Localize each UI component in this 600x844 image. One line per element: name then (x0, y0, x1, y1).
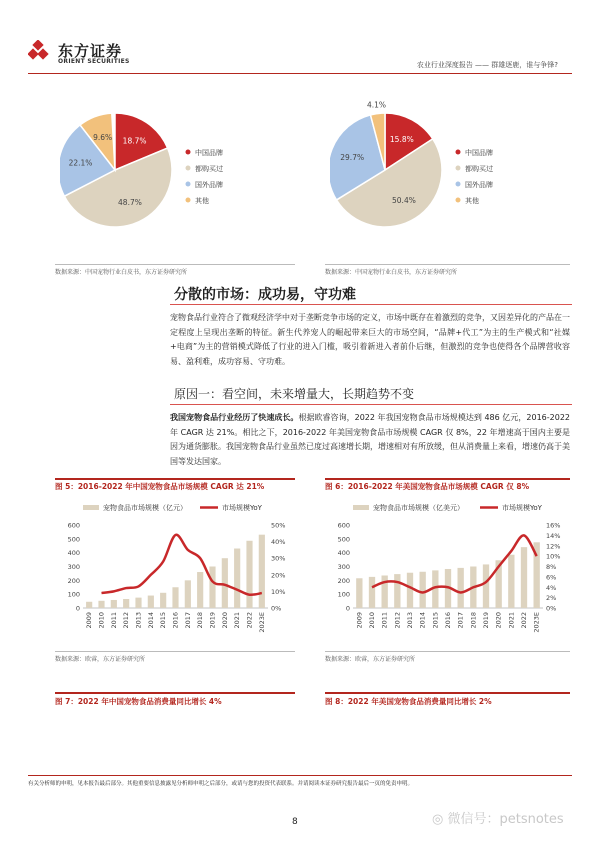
figure-title: 图 5：2016-2022 年中国宠物食品市场规模 CAGR 达 21% (55, 482, 265, 491)
legend-label: 中国品牌 (195, 149, 223, 157)
wechat-icon: ◎ (432, 812, 444, 827)
x-tick-label: 2012 (393, 612, 402, 629)
bar (197, 572, 203, 608)
y-tick-label: 400 (337, 549, 350, 558)
source-note: 数据来源：中国宠物行业白皮书，东方证券研究所 (325, 269, 458, 276)
x-tick-label: 2023E (532, 612, 541, 633)
legend-label: 国外品牌 (465, 181, 493, 189)
legend-label: 其他 (465, 197, 479, 205)
x-tick-label: 2010 (368, 612, 376, 629)
slice-label: 9.6% (93, 132, 113, 142)
y-tick-label: 400 (67, 549, 80, 558)
bar (420, 572, 426, 608)
slice-label: 50.4% (392, 195, 416, 205)
bar (234, 549, 240, 608)
y2-tick-label: 10% (271, 587, 286, 596)
report-title: 农业行业深度报告 —— 群雄逐鹿，谁与争锋? (416, 61, 558, 69)
source-note: 数据来源：欧睿，东方证券研究所 (325, 656, 416, 663)
bar (369, 577, 375, 608)
x-tick-label: 2009 (85, 612, 94, 629)
x-tick-label: 2013 (406, 612, 414, 629)
slice-label: 18.7% (122, 136, 147, 146)
x-tick-label: 2013 (134, 612, 143, 629)
legend-label: 市场规模YoY (222, 504, 262, 512)
x-tick-label: 2016 (171, 612, 180, 629)
bar (483, 564, 489, 608)
y2-tick-label: 40% (271, 538, 286, 547)
section-divider (170, 304, 572, 305)
legend-label: 都购买过 (195, 165, 223, 173)
y2-tick-label: 16% (546, 521, 561, 530)
bar (160, 593, 166, 608)
slice-label: 15.8% (389, 134, 414, 144)
legend-label: 中国品牌 (465, 149, 493, 157)
legend-dot (456, 166, 461, 171)
x-tick-label: 2014 (146, 612, 155, 629)
x-tick-label: 2014 (418, 612, 427, 629)
bar (521, 547, 527, 608)
lead-sentence: 我国宠物食品行业经历了快速成长。 (170, 413, 299, 422)
bar (148, 596, 154, 608)
bar (123, 599, 129, 608)
y2-tick-label: 2% (546, 594, 557, 603)
y2-tick-label: 0% (546, 604, 557, 613)
figure-rule (325, 692, 570, 694)
legend-dot (186, 150, 191, 155)
bar (508, 555, 514, 608)
y-tick-label: 600 (67, 521, 80, 530)
figure-rule (55, 692, 295, 694)
y-tick-label: 0 (75, 604, 80, 613)
y2-tick-label: 10% (546, 552, 561, 561)
x-tick-label: 2020 (494, 612, 503, 629)
figure-title: 图 8：2022 年美国宠物食品消费量同比增长 2% (325, 697, 492, 706)
bar (135, 598, 141, 608)
source-note: 数据来源：中国宠物行业白皮书，东方证券研究所 (55, 269, 188, 276)
bar (185, 580, 191, 608)
source-divider (325, 651, 570, 652)
y2-tick-label: 30% (271, 554, 286, 563)
y-tick-label: 200 (67, 576, 80, 585)
legend-dot (186, 166, 191, 171)
y2-tick-label: 8% (546, 563, 557, 571)
bar (111, 600, 117, 608)
x-tick-label: 2012 (122, 612, 131, 629)
y-tick-label: 600 (337, 521, 350, 530)
y2-tick-label: 12% (546, 542, 561, 551)
x-tick-label: 2009 (355, 612, 364, 629)
subsection-paragraph (170, 411, 570, 469)
bar (209, 567, 215, 609)
pie-chart-left (60, 100, 290, 240)
y2-tick-label: 6% (546, 573, 557, 582)
y-tick-label: 100 (67, 590, 80, 599)
bar (222, 558, 228, 608)
subsection-divider (170, 404, 572, 405)
combo-chart-china (55, 495, 300, 645)
y-tick-label: 100 (337, 590, 350, 599)
footer-divider (28, 775, 572, 776)
x-tick-label: 2019 (208, 612, 217, 629)
x-tick-label: 2021 (233, 612, 242, 629)
y-tick-label: 200 (337, 576, 350, 585)
legend-dot (186, 182, 191, 187)
slice-label: 22.1% (68, 158, 93, 168)
legend-dot (186, 198, 191, 203)
body-text: 根据欧睿咨询，2022 年我国宠物食品市场规模达到 486 亿元，2016-2022 年 CAGR 达 21%。相比之下，2016-2022 年美国宠物食品市场规模 CAGR 仅 8%，22 年增速高于国内主要是因为通货膨胀。我国宠物食品行业虽然已度过高速增长期，增速相对有所放缓，但从消费量上来看，增速仍高于美国等发达国家。 (170, 413, 570, 466)
x-tick-label: 2011 (109, 612, 118, 629)
figure-rule (55, 478, 295, 480)
x-tick-label: 2011 (380, 612, 389, 629)
x-tick-label: 2015 (159, 612, 168, 629)
watermark-text: 微信号：petsnotes (447, 812, 564, 827)
legend-label: 宠物食品市场规模（亿元） (103, 504, 187, 512)
slice-label: 4.1% (366, 100, 387, 110)
y-tick-label: 300 (337, 563, 350, 571)
bar (407, 573, 413, 608)
x-tick-label: 2020 (220, 612, 229, 629)
x-tick-label: 2017 (456, 612, 465, 629)
legend-swatch (353, 505, 369, 510)
bar (86, 602, 92, 608)
y-tick-label: 500 (337, 535, 350, 544)
x-tick-label: 2010 (97, 612, 106, 629)
legend-dot (456, 182, 461, 187)
bar (98, 601, 104, 608)
bar (394, 574, 400, 608)
bar (172, 587, 178, 608)
disclaimer: 有关分析师的申明，见本报告最后部分。其他重要信息披露见分析师申明之后部分，或请与您的投资代表联系。并请阅读本证券研究报告最后一页的免责申明。 (28, 781, 414, 787)
legend-label: 国外品牌 (195, 181, 223, 189)
bar (458, 568, 464, 608)
bar (356, 578, 362, 608)
legend-label: 宠物食品市场规模（亿美元） (373, 504, 464, 512)
legend-dot (456, 150, 461, 155)
y2-tick-label: 50% (271, 521, 286, 530)
y2-tick-label: 4% (546, 583, 557, 592)
legend-dot (456, 198, 461, 203)
x-tick-label: 2017 (183, 612, 192, 629)
y2-tick-label: 0% (271, 604, 282, 613)
x-tick-label: 2022 (520, 612, 528, 629)
x-tick-label: 2023E (257, 612, 266, 633)
y-tick-label: 300 (67, 563, 80, 571)
figure-title: 图 6：2016-2022 年美国宠物食品市场规模 CAGR 仅 8% (325, 482, 530, 491)
bar (259, 535, 265, 608)
section-paragraph: 宠物食品行业符合了微观经济学中对于垄断竞争市场的定义，市场中既存在着激烈的竞争，又因差异化的产品在一定程度上呈现出垄断的特征。新生代养宠人的崛起带来巨大的市场空间，“品牌+代工”为主的生产模式和“社媒+电商”为主的营销模式降低了行业的进入门槛，吸引着新进入者前仆后继，但激烈的竞争也使得各个品牌营收容易、盈利难，成功容易、守功难。 (170, 313, 570, 366)
legend-label: 其他 (195, 197, 209, 205)
slice-label: 48.7% (118, 198, 142, 208)
bar (246, 541, 252, 608)
x-tick-label: 2018 (196, 612, 205, 629)
x-tick-label: 2018 (469, 612, 478, 629)
x-tick-label: 2016 (444, 612, 452, 629)
y2-tick-label: 14% (546, 531, 561, 540)
figure-rule (325, 478, 570, 480)
legend-label: 都购买过 (465, 165, 493, 173)
section-heading: 分散的市场：成功易，守功难 (174, 287, 356, 303)
slice-label: 29.7% (340, 152, 365, 162)
source-divider (55, 651, 295, 652)
logo-icon (28, 40, 52, 64)
bar (382, 575, 388, 608)
header-divider (28, 73, 572, 74)
source-divider (55, 264, 295, 265)
x-tick-label: 2019 (482, 612, 490, 629)
page-number: 8 (292, 817, 298, 827)
subsection-heading: 原因一：看空间，未来增量大，长期趋势不变 (174, 387, 415, 401)
x-tick-label: 2022 (245, 612, 254, 629)
source-divider (325, 264, 570, 265)
pie-chart-right (330, 100, 560, 240)
legend-label: 市场规模YoY (502, 504, 542, 512)
source-note: 数据来源：欧睿，东方证券研究所 (55, 656, 146, 663)
x-tick-label: 2015 (431, 612, 440, 629)
combo-chart-usa (325, 495, 575, 645)
y-tick-label: 0 (345, 604, 350, 613)
y-tick-label: 500 (67, 535, 80, 544)
y2-tick-label: 20% (271, 571, 286, 580)
logo-text: 东方证券 (58, 42, 123, 60)
figure-title: 图 7：2022 年中国宠物食品消费量同比增长 4% (55, 697, 222, 706)
x-tick-label: 2021 (507, 612, 516, 629)
legend-swatch (83, 505, 99, 510)
watermark (432, 808, 564, 827)
logo-subtext: ORIENT SECURITIES (58, 58, 130, 65)
